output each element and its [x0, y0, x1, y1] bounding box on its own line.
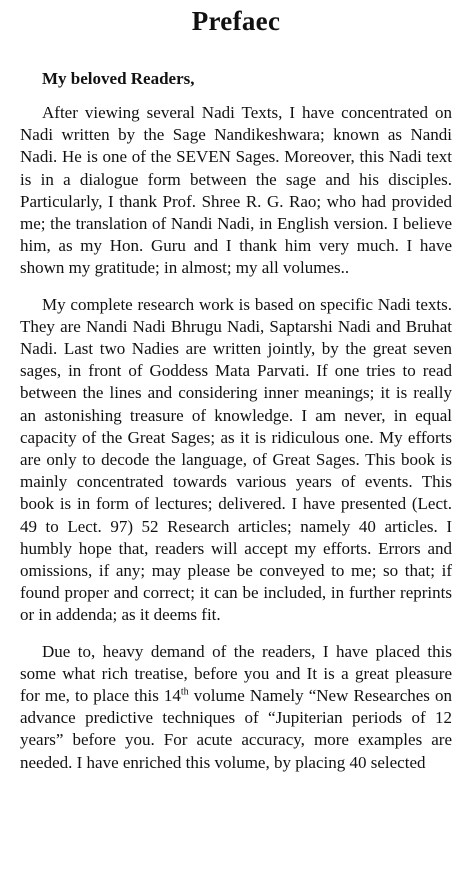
page-title: Prefaec [191, 6, 281, 36]
paragraph-3 [20, 641, 452, 774]
paragraph-3-text-start: Due to, heavy demand of the readers, I have placed this some what rich treatise, before you and It is a great pleasure for me, to place this 14 [20, 641, 452, 706]
document-page [20, 0, 452, 774]
paragraph-1: After viewing several Nadi Texts, I have concentrated on Nadi written by the Sage Nandikeshwara; known as Nandi Nadi. He is one of the SEVEN Sages. Moreover, this Nadi text is in a dialogue form between the sage and his disciples. Particularly, I thank Prof. Shree R. G. Rao; who had provided me; the translation of Nandi Nadi, in English version. I believe him, as my Hon. Guru and I thank him very much. I have shown my gratitude; in almost; my all volumes.. [20, 103, 452, 278]
paragraph-3-text-end: volume Namely “New Researches on advance predictive techniques of “Jupiterian periods of 12 years” before you. For acute accuracy, more examples are needed. I have enriched this volume, by placing 40 selected [20, 686, 452, 772]
ordinal-superscript: th [180, 686, 189, 698]
paragraph-2: My complete research work is based on specific Nadi texts. They are Nandi Nadi Bhrugu Nadi, Saptarshi Nadi and Bruhat Nadi. Last two Nadies are written jointly, by the great seven sages, in front of Goddess Mata Parvati. If one tries to read between the lines and considering inner meanings; it is really an astonishing treasure of knowledge. I am never, in equal capacity of the Great Sages; as it is ridiculous one. My efforts are only to decode the language, of Great Sages. This book is mainly concentrated towards various years of events. This book is in form of lectures; delivered. I have presented (Lect. 49 to Lect. 97) 52 Research articles; namely 40 articles. I humbly hope that, readers will accept my efforts. Errors and omissions, if any; may please be conveyed to me; so that; if found proper and correct; it can be included, in further reprints or in addenda; as it deems fit. [20, 294, 452, 625]
salutation: My beloved Readers, [42, 69, 195, 88]
